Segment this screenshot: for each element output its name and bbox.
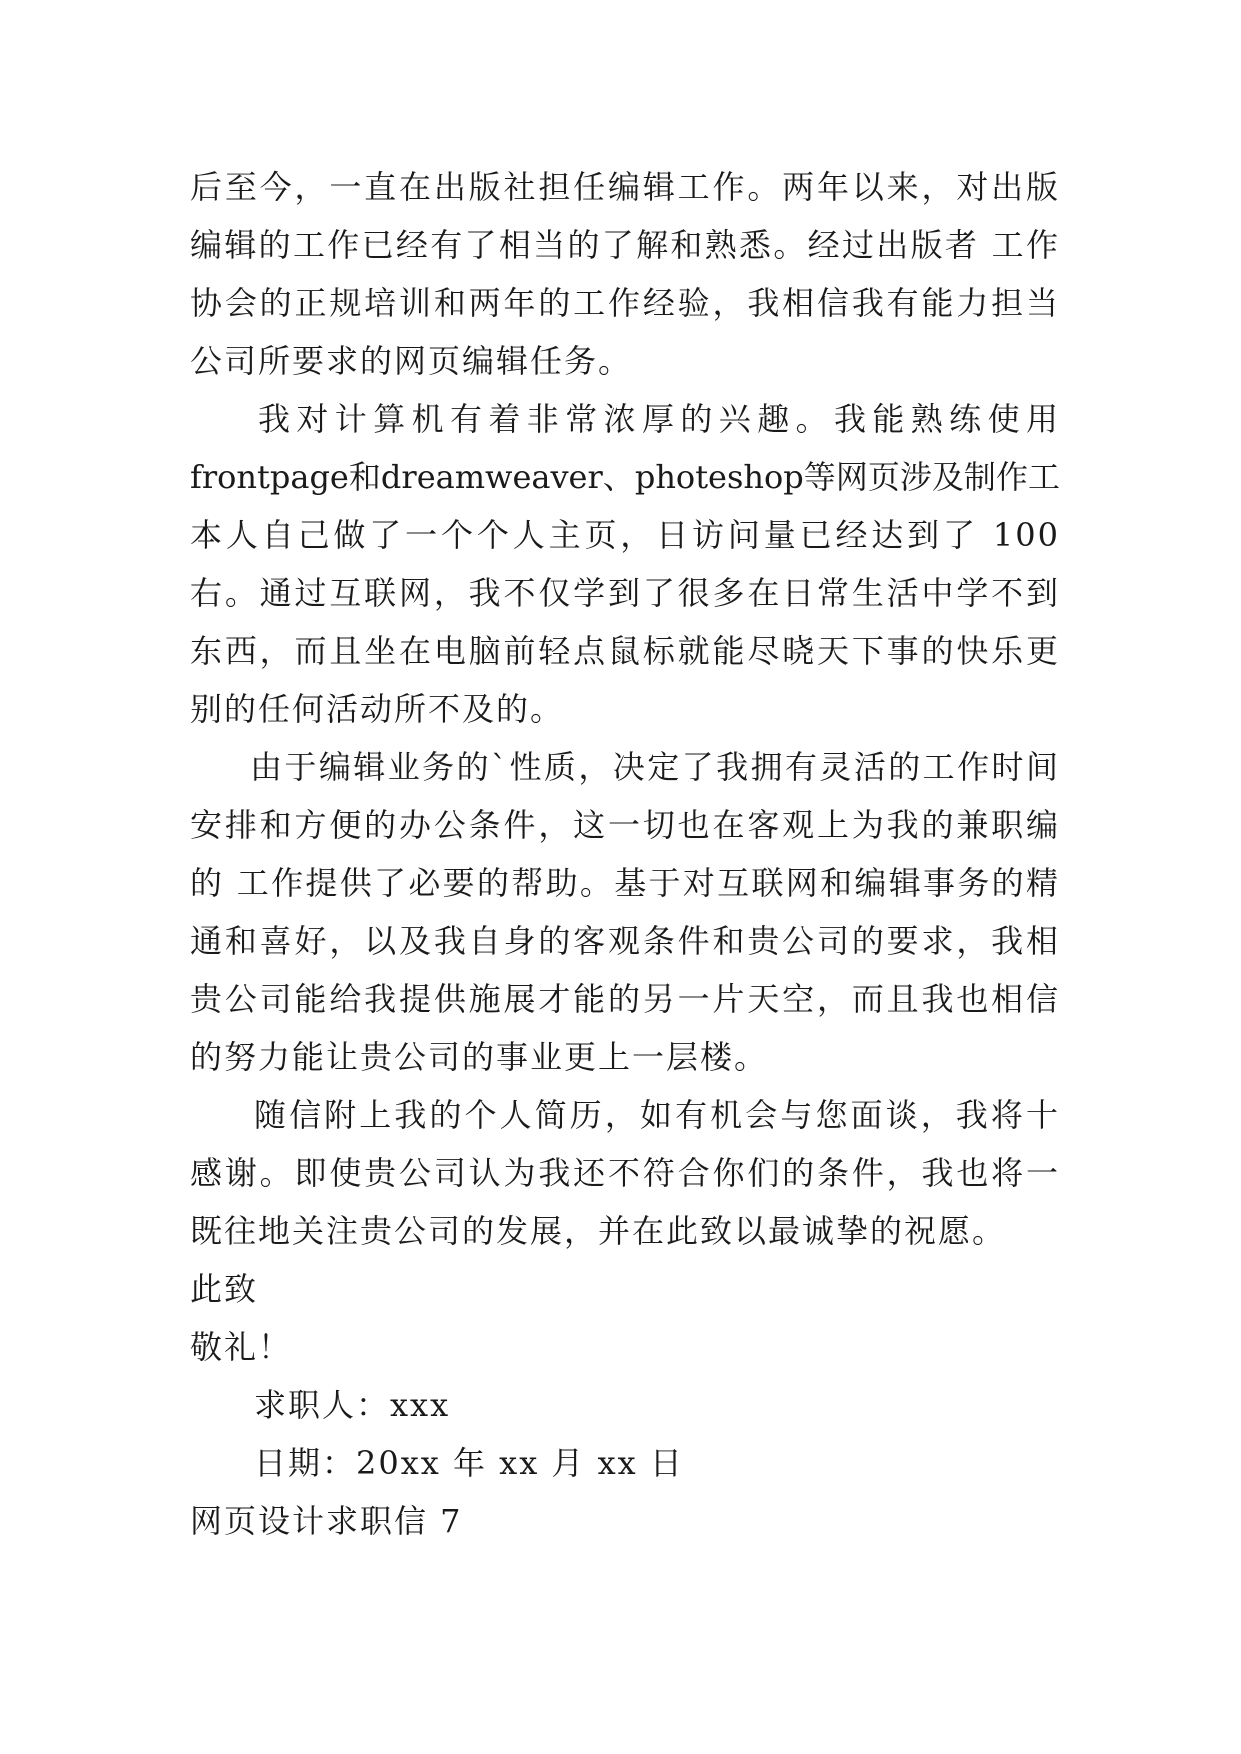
text-line: 东西，而且坐在电脑前轻点鼠标就能尽晓天下事的快乐更 xyxy=(190,632,1060,670)
text-line: 的 工作提供了必要的帮助。基于对互联网和编辑事务的精 xyxy=(190,864,1060,902)
text-line: 右。通过互联网，我不仅学到了很多在日常生活中学不到 xyxy=(190,574,1060,612)
text-line: 既往地关注贵公司的发展，并在此致以最诚挚的祝愿。 xyxy=(190,1212,1007,1250)
text-line: 本人自己做了一个个人主页，日访问量已经达到了 100 xyxy=(190,516,1060,554)
text-line: 的努力能让贵公司的事业更上一层楼。 xyxy=(190,1038,769,1076)
text-line: 通和喜好，以及我自身的客观条件和贵公司的要求，我相 xyxy=(190,922,1060,960)
text-line: 贵公司能给我提供施展才能的另一片天空，而且我也相信 xyxy=(190,980,1060,1018)
text-line: 随信附上我的个人简历，如有机会与您面谈，我将十 xyxy=(254,1096,1060,1134)
closing-salutation: 此致 xyxy=(190,1270,259,1308)
letter-date: 日期：20xx 年 xx 月 xx 日 xyxy=(254,1444,684,1482)
next-section-title: 网页设计求职信 7 xyxy=(190,1502,463,1540)
text-line: 编辑的工作已经有了相当的了解和熟悉。经过出版者 工作 xyxy=(190,226,1060,264)
letter-body xyxy=(190,158,1060,1550)
text-line: 感谢。即使贵公司认为我还不符合你们的条件，我也将一 xyxy=(190,1154,1060,1192)
text-line: 别的任何活动所不及的。 xyxy=(190,690,565,728)
closing-regards: 敬礼！ xyxy=(190,1328,293,1366)
text-line: 后至今，一直在出版社担任编辑工作。两年以来，对出版 xyxy=(190,168,1060,206)
text-line: 由于编辑业务的`性质，决定了我拥有灵活的工作时间 xyxy=(250,748,1060,786)
text-line: 我对计算机有着非常浓厚的兴趣。我能熟练使用 xyxy=(258,400,1060,438)
text-line: 协会的正规培训和两年的工作经验，我相信我有能力担当 xyxy=(190,284,1060,322)
text-line: 公司所要求的网页编辑任务。 xyxy=(190,342,633,380)
applicant-signature: 求职人：xxx xyxy=(254,1386,451,1424)
text-line: frontpage和dreamweaver、photeshop等网页涉及制作工 xyxy=(190,458,1060,496)
text-line: 安排和方便的办公条件，这一切也在客观上为我的兼职编 xyxy=(190,806,1060,844)
